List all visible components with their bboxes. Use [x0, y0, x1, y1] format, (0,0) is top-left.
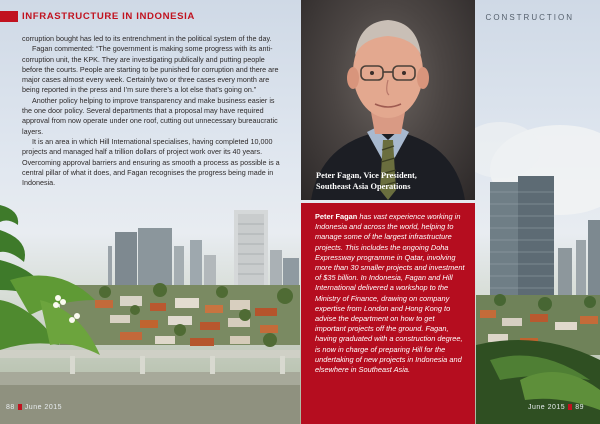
bio-box: [301, 203, 475, 424]
page-number-right: 89: [575, 404, 584, 411]
article-paragraph: Another policy helping to improve transparency and make business easier is the one door policy. Several departments that a proposal may have required approval from now operate under one roof, cutting out unnecessary bureaucratic layers.: [22, 95, 278, 136]
caption-line: Peter Fagan, Vice President,: [316, 171, 417, 180]
footer-right: [528, 404, 584, 411]
bio-name: Peter Fagan: [315, 212, 358, 221]
portrait-caption: [316, 170, 417, 192]
issue-date-left: June 2015: [24, 404, 62, 411]
article-body: [22, 34, 280, 188]
article-paragraph: Fagan commented: “The government is making some progress with its anti-corruption unit, the KPK. They are investigating publically and putting people before the courts. People are starting to be punished for corruption and there are major cases almost every week. Certainly two or three cases every month are being reported in the press and I’m sure there’s a lot else that’s going on.”: [22, 44, 279, 95]
footer-marker: [568, 404, 572, 410]
article-paragraph: corruption bought has led to its entrenchment in the political system of the day.: [22, 34, 272, 43]
caption-line: Southeast Asia Operations: [316, 182, 411, 191]
page-number-left: 88: [6, 404, 15, 411]
portrait-photo: [301, 0, 475, 200]
issue-date-right: June 2015: [528, 404, 566, 411]
footer-left: [6, 404, 62, 411]
footer-marker: [18, 404, 22, 410]
section-header-left: INFRASTRUCTURE IN INDONESIA: [22, 11, 195, 22]
bio-text: has vast experience working in Indonesia and across the world, helping to manage some of the largest infrastructure projects. This includes the ongoing Doha Expressway programme in Qatar, involving more than 30 smaller projects and investment of $35 billion. In Indonesia, Fagan and Hill International delivered a workshop to the Ministry of Finance, drawing on company expertise from London and Hong Kong to advise the department on how to get important projects off the ground. Fagan, having graduated with a construction degree, is now in charge of preparing Hill for the undertaking of new projects in Indonesia and elsewhere in Southeast Asia.: [315, 212, 465, 375]
article-paragraph: It is an area in which Hill International specialises, having completed 10,000 projects and managed half a trillion dollars of project work over its 40 years. Overcoming approval barriers and ensuring as smooth a process as possible is a central pillar of what it does, and Fagan recognises the progress being made in Indonesia.: [22, 136, 280, 188]
section-header-right: CONSTRUCTION: [485, 13, 574, 22]
